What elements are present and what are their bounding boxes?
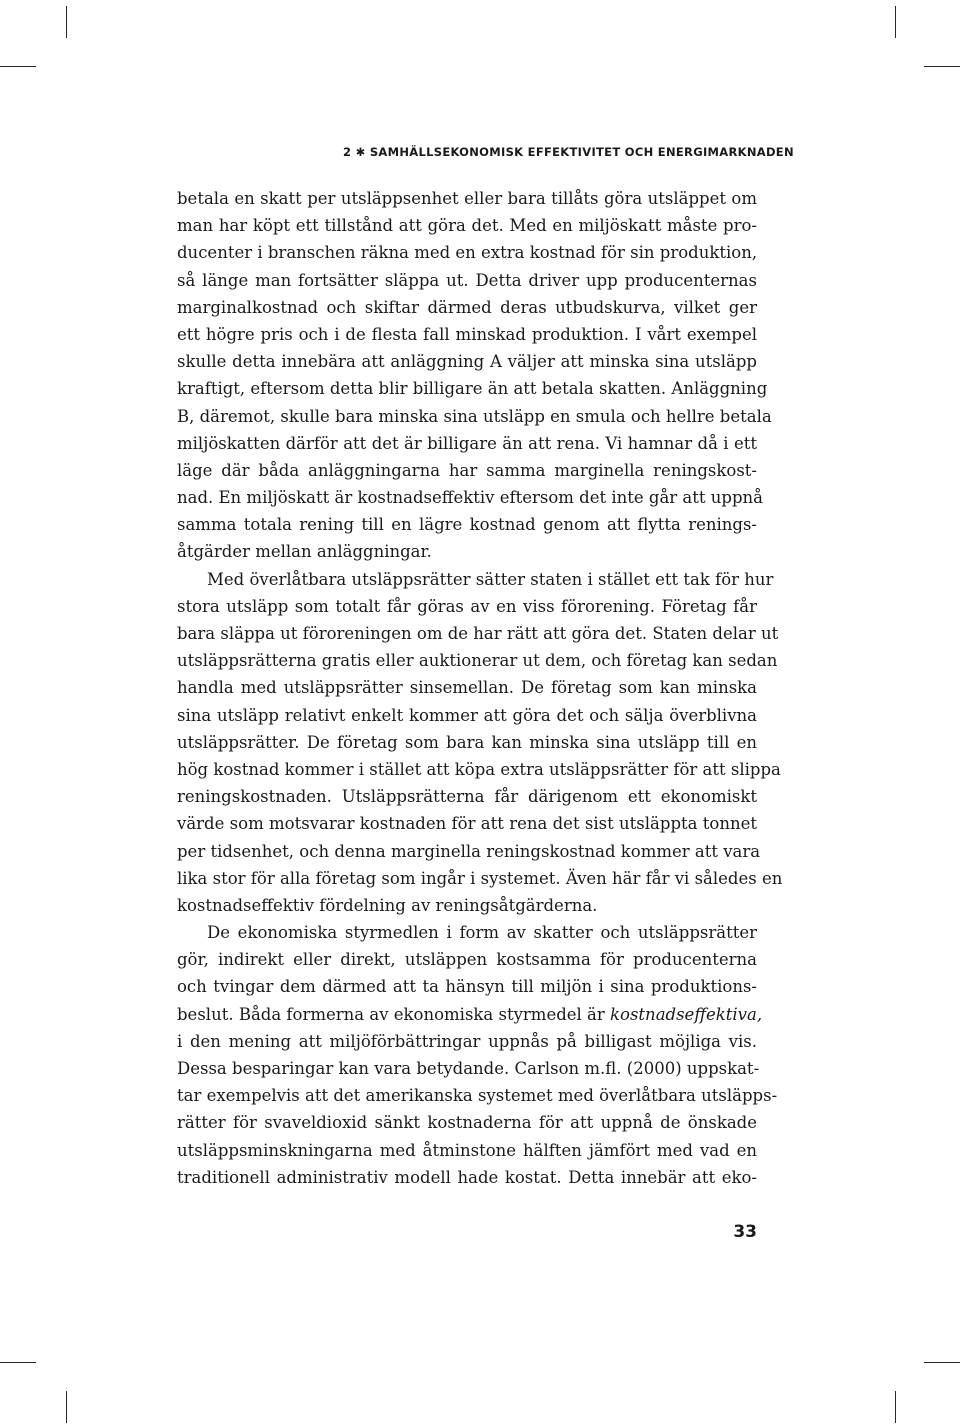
page-number: 33	[733, 1222, 757, 1242]
text-line: gör, indirekt eller direkt, utsläppen kostsamma för producenterna	[177, 950, 757, 970]
text-line: De ekonomiska styrmedlen i form av skatter och utsläppsrätter	[207, 923, 757, 943]
text-line: Dessa besparingar kan vara betydande. Carlson m.fl. (2000) uppskat-	[177, 1059, 760, 1078]
text-line: i den mening att miljöförbättringar uppnås på billigast möjliga vis.	[177, 1031, 757, 1051]
text-line: B, däremot, skulle bara minska sina utsläpp en smula och hellre betala	[177, 406, 772, 426]
text-line: utsläppsrätter. De företag som bara kan minska sina utsläpp till en	[177, 732, 757, 752]
text-line: ducenter i branschen räkna med en extra kostnad för sin produktion,	[177, 243, 758, 263]
text-line: skulle detta innebära att anläggning A väljer att minska sina utsläpp	[177, 352, 757, 372]
crop-mark-bottom-right	[924, 1362, 960, 1363]
text-line: Med överlåtbara utsläppsrätter sätter staten i stället ett tak för hur	[207, 569, 774, 589]
text-line: tar exempelvis att det amerikanska systemet med överlåtbara utsläpps-	[177, 1086, 778, 1106]
text-line: miljöskatten därför att det är billigare än att rena. Vi hamnar då i ett	[177, 433, 757, 453]
crop-mark-bottom-right	[895, 1391, 896, 1423]
text-line	[177, 1001, 763, 1028]
text-line: utsläppsrätterna gratis eller auktionerar ut dem, och företag kan sedan	[177, 651, 778, 671]
text-line: sina utsläpp relativt enkelt kommer att göra det och sälja överblivna	[177, 705, 757, 725]
text-line: läge där båda anläggningarna har samma marginella reningskost-	[177, 460, 757, 480]
text-line: kostnadseffektiv fördelning av reningsåtgärderna.	[177, 895, 598, 915]
text-line: utsläppsminskningarna med åtminstone hälften jämfört med vad en	[177, 1140, 757, 1160]
text-line: hög kostnad kommer i stället att köpa extra utsläppsrätter för att slippa	[177, 759, 781, 779]
text-line: åtgärder mellan anläggningar.	[177, 542, 432, 562]
text-run: beslut. Båda formerna av ekonomiska styrmedel är	[177, 1004, 611, 1024]
text-line: traditionell administrativ modell hade kostat. Detta innebär att eko-	[177, 1167, 757, 1187]
text-line: betala en skatt per utsläppsenhet eller bara tillåts göra utsläppet om	[177, 189, 757, 208]
text-line: samma totala rening till en lägre kostnad genom att flytta renings-	[177, 515, 757, 535]
text-line: ett högre pris och i de flesta fall minskad produktion. I vårt exempel	[177, 324, 757, 344]
text-line: så länge man fortsätter släppa ut. Detta driver upp producenternas	[177, 270, 757, 290]
text-line: och tvingar dem därmed att ta hänsyn till miljön i sina produktions-	[177, 977, 757, 997]
crop-mark-top-left	[66, 6, 67, 38]
text-line: värde som motsvarar kostnaden för att rena det sist utsläppta tonnet	[177, 814, 757, 834]
text-line: reningskostnaden. Utsläppsrätterna får därigenom ett ekonomiskt	[177, 787, 757, 807]
text-line: kraftigt, eftersom detta blir billigare än att betala skatten. Anläggning	[177, 379, 768, 399]
crop-mark-top-right	[924, 66, 960, 67]
text-line: per tidsenhet, och denna marginella reningskostnad kommer att vara	[177, 841, 761, 861]
italic-term: kostnadseffektiva,	[610, 1004, 763, 1024]
text-line: marginalkostnad och skiftar därmed deras utbudskurva, vilket ger	[177, 297, 757, 317]
text-line: lika stor för alla företag som ingår i systemet. Även här får vi således en	[177, 868, 783, 888]
crop-mark-top-left	[0, 66, 36, 67]
text-line: stora utsläpp som totalt får göras av en viss förorening. Företag får	[177, 596, 757, 616]
running-head: 2 ✱ SAMHÄLLSEKONOMISK EFFEKTIVITET OCH ENERGIMARKNADEN	[343, 145, 794, 159]
text-line: handla med utsläppsrätter sinsemellan. De företag som kan minska	[177, 678, 757, 698]
crop-mark-top-right	[895, 6, 896, 38]
body-text	[177, 185, 783, 1191]
crop-mark-bottom-left	[66, 1391, 67, 1423]
text-line: nad. En miljöskatt är kostnadseffektiv eftersom det inte går att uppnå	[177, 488, 763, 508]
text-line: bara släppa ut föroreningen om de har rätt att göra det. Staten delar ut	[177, 624, 779, 643]
text-line: rätter för svaveldioxid sänkt kostnaderna för att uppnå de önskade	[177, 1113, 757, 1133]
text-line: man har köpt ett tillstånd att göra det. Med en miljöskatt måste pro-	[177, 216, 757, 236]
crop-mark-bottom-left	[0, 1362, 36, 1363]
